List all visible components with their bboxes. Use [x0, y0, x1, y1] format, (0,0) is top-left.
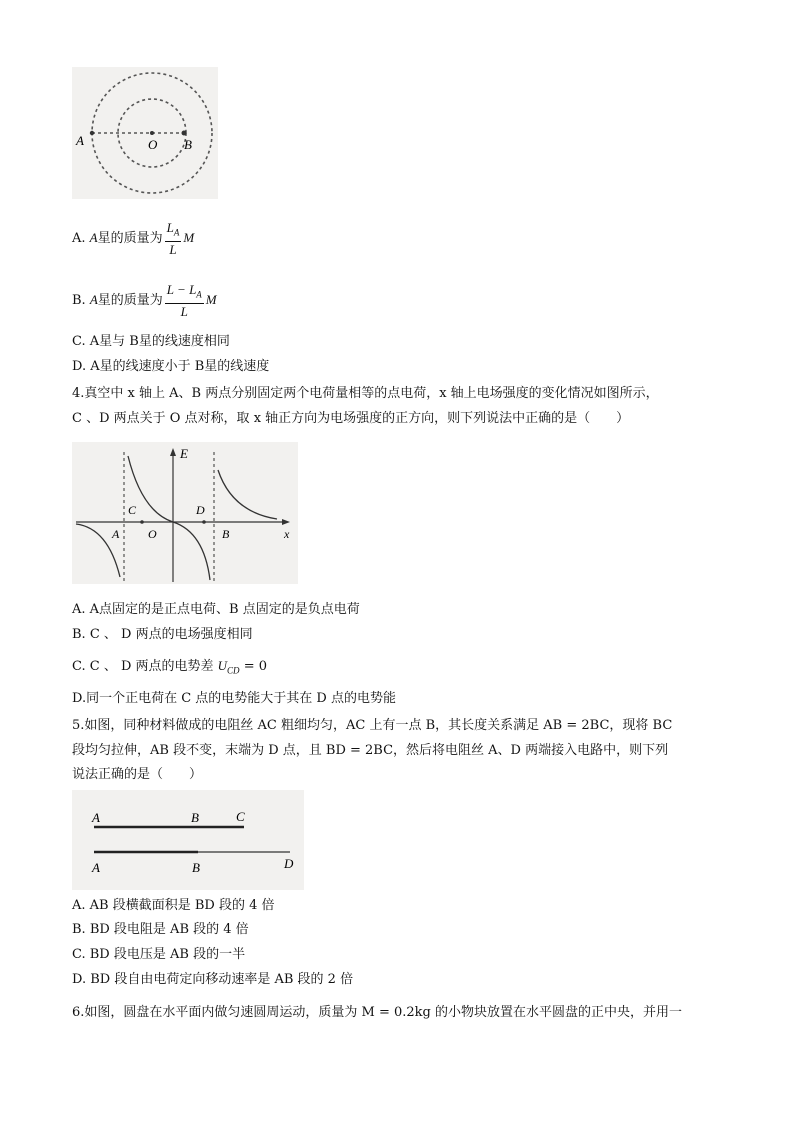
q3-option-c: C. A星与 B星的线速度相同 [72, 334, 230, 349]
resistance-wire-figure [72, 790, 304, 890]
point-label-B: B [222, 527, 230, 541]
q4-option-d: D.同一个正电荷在 C 点的电势能大于其在 D 点的电势能 [72, 691, 396, 706]
wire2-label-B: B [192, 860, 200, 875]
label-A: A [76, 133, 84, 148]
wire1-label-B: B [191, 810, 199, 825]
q5-stem-line3: 说法正确的是（ ） [72, 767, 203, 782]
point-label-A: A [112, 527, 120, 541]
axis-label-x: x [284, 527, 290, 541]
q5-option-d: D. BD 段自由电荷定向移动速率是 AB 段的 2 倍 [72, 972, 354, 987]
q3-option-d: D. A星的线速度小于 B星的线速度 [72, 359, 270, 374]
q5-option-a: A. AB 段横截面积是 BD 段的 4 倍 [72, 898, 275, 913]
point-label-C: C [128, 503, 137, 517]
field-graph [72, 442, 298, 584]
q4-stem-line1: 4.真空中 x 轴上 A、B 两点分别固定两个电荷量相等的点电荷，x 轴上电场强度的变化情况如图所示， [72, 386, 659, 401]
wire2-label-D: D [284, 856, 294, 871]
fraction: $\frac{L_A}{L}$ [166, 220, 180, 257]
q5-stem-line2: 段均匀拉伸，AB 段不变，末端为 D 点，且 BD = 2BC，然后将电阻丝 A、D 两端接入电路中，则下列 [72, 743, 669, 758]
wire1-label-C: C [236, 809, 245, 824]
label-B: B [184, 137, 192, 152]
q5-stem-line1: 5.如图，同种材料做成的电阻丝 AC 粗细均匀，AC 上有一点 B，其长度关系满足 AB = 2BC，现将 BC [72, 718, 673, 733]
q3-option-b: B. A星的质量为 $\frac{L - L_A}{L}$ M [72, 282, 217, 319]
field-graph-figure [72, 442, 298, 584]
q5-option-b: B. BD 段电阻是 AB 段的 4 倍 [72, 922, 249, 937]
point-label-D: D [196, 503, 205, 517]
wire2-label-A: A [92, 860, 100, 875]
q6-stem-line1: 6.如图，圆盘在水平面内做匀速圆周运动，质量为 M = 0.2kg 的小物块放置在水平圆盘的正中央，并用一 [72, 1005, 683, 1020]
orbit-figure [72, 67, 218, 199]
orbit-diagram [72, 67, 218, 199]
q4-option-a: A. A点固定的是正点电荷、B 点固定的是负点电荷 [72, 602, 360, 617]
q4-stem-line2: C 、D 两点关于 O 点对称，取 x 轴正方向为电场强度的正方向，则下列说法中正确的是（ ） [72, 411, 630, 426]
wire1-label-A: A [92, 810, 100, 825]
q5-option-c: C. BD 段电压是 AB 段的一半 [72, 947, 246, 962]
axis-label-E: E [180, 446, 188, 461]
q3-option-a: A. A星的质量为 $\frac{L_A}{L}$ M [72, 220, 195, 257]
point-label-O: O [148, 527, 157, 541]
label-O: O [148, 137, 158, 152]
wire-diagram [72, 790, 304, 890]
fraction: $\frac{L - L_A}{L}$ [166, 282, 202, 319]
q4-option-b: B. C 、 D 两点的电场强度相同 [72, 627, 253, 642]
q4-option-c: C. C 、 D 两点的电势差 $U_{CD} = 0$ [72, 658, 267, 676]
